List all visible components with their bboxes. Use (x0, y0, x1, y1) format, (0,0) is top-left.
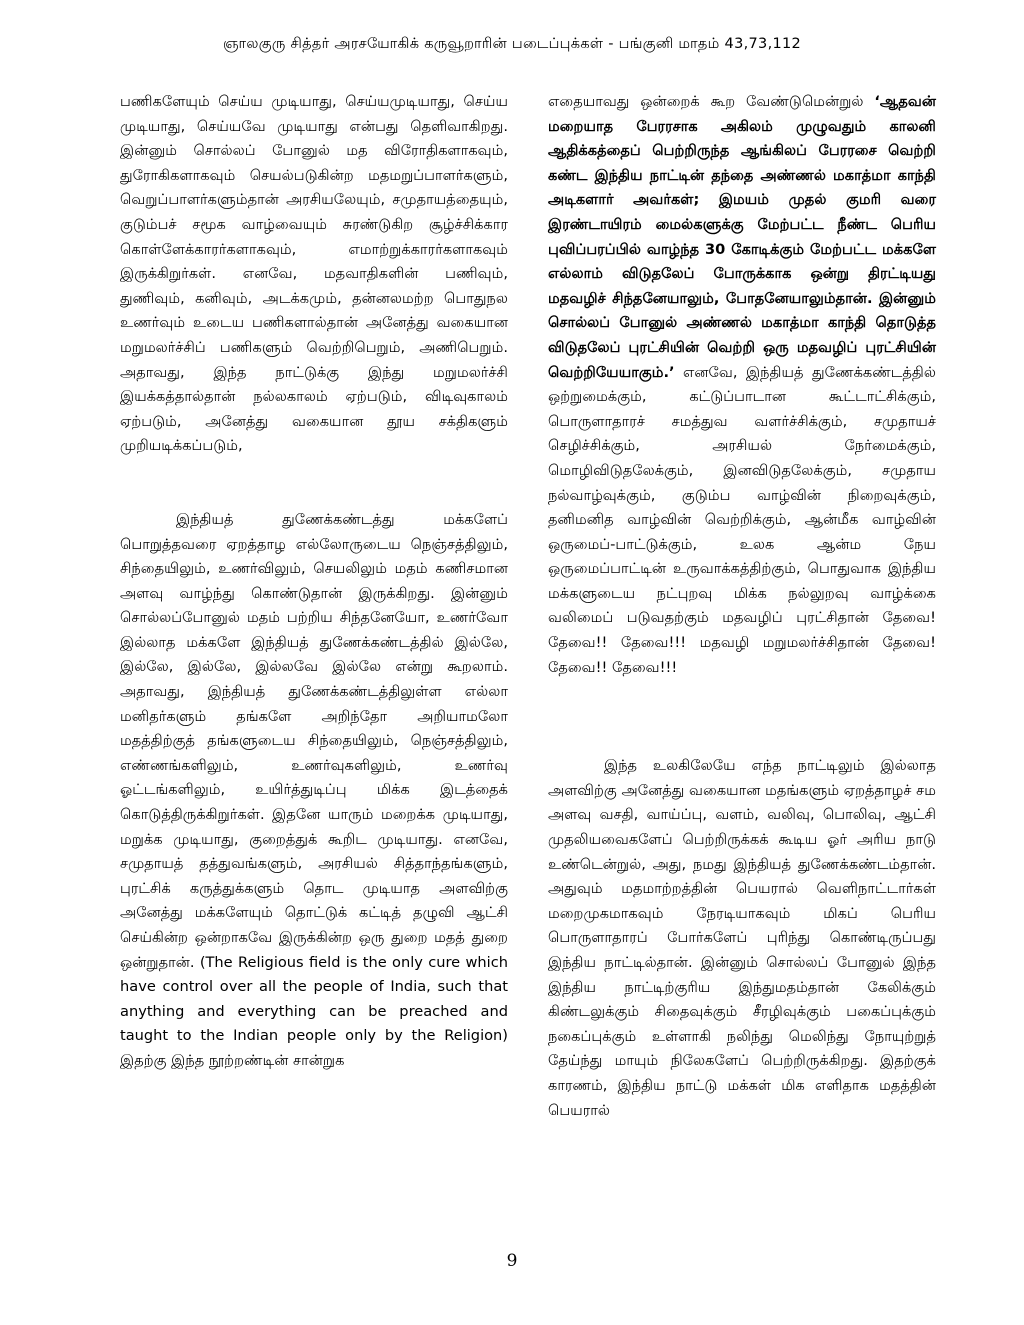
right-paragraph-2: இந்த உலகிலேயே எந்த நாட்டிலும் இல்லாத அளவிற்கு அனேத்து வகையான மதங்களும் ஏறத்தாழச் சம அளவு வசதி, வாய்ப்பு, வளம், வலிவு, பொலிவு, ஆட்சி முதலியவைகளேப் பெற்றிருக்கக் கூடிய ஓர் அரிய நாடு உண்டென்றுல், அது, நமது இந்தியத் துணேக்கண்டம்தான். அதுவும் மதமாற்றத்தின் பெயரால் வெளிநாட்டார்கள் மறைமுகமாகவும் நேரடியாகவும் மிகப் பெரிய பொருளாதாரப் போர்களேப் புரிந்து கொண்டிருப்பது இந்திய நாட்டில்தான். இன்னும் சொல்லப் போனுல் இந்த இந்திய நாட்டிற்குரிய இந்துமதம்தான் கேலிக்கும் கிண்டலுக்கும் சிதைவுக்கும் சீரழிவுக்கும் பகைப்புக்கும் நகைப்புக்கும் உள்ளாகி நலிந்து மெலிந்து நோயுற்றுத் தேய்ந்து மாயும் நிலேகளேப் பெற்றிருக்கிறது. இதற்குக் காரணம், இந்திய நாட்டு மக்கள் மிக எளிதாக மதத்தின் பெயரால் (548, 757, 936, 1119)
paragraph-gap (120, 459, 508, 508)
left-column (120, 90, 508, 1074)
running-header: ஞாலகுரு சித்தர் அரசயோகிக் கருவூறாரின் படைப்புக்கள் - பங்குனி மாதம் 43,73,112 (222, 36, 802, 52)
right-paragraph-1 (548, 90, 936, 680)
gandhi-quote: ‘ஆதவன் மறையாத பேரரசாக அகிலம் முழுவதும் காலனி ஆதிக்கத்தைப் பெற்றிருந்த ஆங்கிலப் பேரரசை வெற்றி கண்ட இந்திய நாட்டின் தந்தை அண்ணல் மகாத்மா காந்தி அடிகளார் அவர்கள்; இமயம் முதல் குமரி வரை இரண்டாயிரம் மைல்களுக்கு மேற்பட்ட நீண்ட பெரிய புவிப்பரப்பில் வாழ்ந்த 30 கோடிக்கும் மேற்பட்ட மக்களே எல்லாம் விடுதலேப் போருக்காக ஒன்று திரட்டியது மதவழிச் சிந்தனேயாலும், போதனேயாலும்தான். இன்னும் சொல்லப் போனுல் அண்ணல் மகாத்மா காந்தி தொடுத்த விடுதலேப் புரட்சியின் வெற்றி ஒரு மதவழிப் புரட்சியின் வெற்றியேயாகும்.’ (548, 93, 937, 381)
right-column (548, 90, 936, 1123)
right-paragraph-1-end: எனவே, இந்தியத் துணேக்கண்டத்தில் ஒற்றுமைக்கும், கட்டுப்பாடான கூட்டாட்சிக்கும், பொருளாதாரச் சமத்துவ வளர்ச்சிக்கும், சமுதாயச் செழிச்சிக்கும், அரசியல் நேர்மைக்கும், மொழிவிடுதலேக்கும், இனவிடுதலேக்கும், சமுதாய நல்வாழ்வுக்கும், குடும்ப வாழ்வின் நிறைவுக்கும், தனிமனித வாழ்வின் வெற்றிக்கும், ஆன்மீக வாழ்வின் ஒருமைப்-பாட்டுக்கும், உலக ஆன்ம நேய ஒருமைப்பாட்டின் உருவாக்கத்திற்கும், பொதுவாக இந்திய மக்களுடைய நட்புறவு மிக்க நல்லுறவு வாழ்க்கை வலிமைப் படுவதற்கும் மதவழிப் புரட்சிதான் தேவை! தேவை!! தேவை!!! மதவழி மறுமலர்ச்சிதான் தேவை! தேவை!! தேவை!!! (548, 363, 936, 676)
right-paragraph-1-start: எதையாவது ஒன்றைக் கூற வேண்டுமென்றுல் (548, 93, 864, 110)
left-paragraph-2: இந்தியத் துணேக்கண்டத்து மக்களேப் பொறுத்தவரை ஏறத்தாழ எல்லோருடைய நெஞ்சத்திலும், சிந்தையிலும், உணர்விலும், செயலிலும் மதம் கணிசமான அளவு வாழ்ந்து கொண்டுதான் இருக்கிறது. இன்னும் சொல்லப்போனுல் மதம் பற்றிய சிந்தனேயோ, உணர்வோ இல்லாத மக்களே இந்தியத் துணேக்கண்டத்தில் இல்லே, இல்லே, இல்லே, இல்லவே இல்லே என்று கூறலாம். அதாவது, இந்தியத் துணேக்கண்டத்திலுள்ள எல்லா மனிதர்களும் தங்களே அறிந்தோ அறியாமலோ மதத்திற்குத் தங்களுடைய சிந்தையிலும், நெஞ்சத்திலும், எண்ணங்களிலும், உணர்வுகளிலும், உணர்வு ஓட்டங்களிலும், உயிர்த்துடிப்பு மிக்க இடத்தைக் கொடுத்திருக்கிறுர்கள். இதனே யாரும் மறைக்க முடியாது, மறுக்க முடியாது, குறைத்துக் கூறிட முடியாது. எனவே, சமுதாயத் தத்துவங்களும், அரசியல் சித்தாந்தங்களும், புரட்சிக் கருத்துக்களும் தொட முடியாத அளவிற்கு அனேத்து மக்களேயும் தொட்டுக் கட்டித் தழுவி ஆட்சி செய்கின்ற ஒன்றாகவே இருக்கின்ற ஒரு துறை மதத் துறை ஒன்றுதான். (The Religious field is the only cure which have control over all the people of India, such that anything and everything can be preached and taught to the Indian people only by the Religion) இதற்கு இந்த நூற்றண்டின் சான்றுக (120, 510, 508, 1069)
page-number: 9 (506, 1251, 518, 1271)
left-paragraph-1: பணிகளேயும் செய்ய முடியாது, செய்யமுடியாது, செய்ய முடியாது, செய்யவே முடியாது என்பது தெளிவாகிறது. இன்னும் சொல்லப் போனுல் மத விரோதிகளாகவும், துரோகிகளாகவும் செயல்படுகின்ற மதமறுப்பாளர்களும், வெறுப்பாளர்களும்தான் அரசியலேயும், சமுதாயத்தையும், குடும்பச் சமூக வாழ்வையும் சுரண்டுகிற சூழ்ச்சிக்கார கொள்ளேக்காரர்களாகவும், எமாற்றுக்காரர்களாகவும் இருக்கிறுர்கள். எனவே, மதவாதிகளின் பணிவும், துணிவும், கனிவும், அடக்கமும், தன்னலமற்ற பொதுநல உணர்வும் உடைய பணிகளால்தான் அனேத்து வகையான மறுமலர்ச்சிப் பணிகளும் வெற்றிபெறும், அணிபெறும். அதாவது, இந்த நாட்டுக்கு இந்து மறுமலர்ச்சி இயக்கத்தால்தான் நல்லகாலம் ஏற்படும், விடிவுகாலம் ஏற்படும், அனேத்து வகையான தூய சக்திகளும் முறியடிக்கப்படும், (120, 93, 508, 455)
paragraph-gap (548, 680, 936, 754)
